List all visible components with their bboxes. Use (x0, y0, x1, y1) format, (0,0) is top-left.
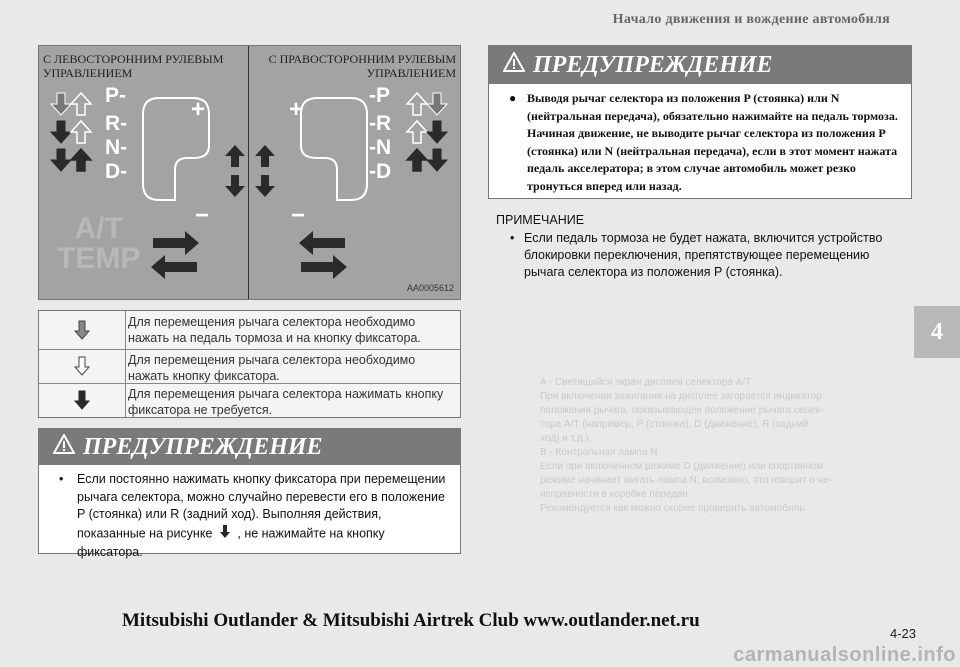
rhd-lateral-arrows (299, 231, 347, 279)
shift-pattern-figure (38, 45, 461, 300)
warning-header (39, 429, 460, 465)
legend-text: Для перемещения рычага селектора необходимо нажать кнопку фиксатора. (128, 353, 416, 383)
warning-triangle-icon (53, 434, 75, 461)
bullet: ● (509, 91, 517, 105)
lhd-gear-d: D- (105, 160, 128, 183)
lhd-gear-n: N- (105, 136, 128, 159)
shift-gate-drawing (39, 46, 460, 299)
warning-body (509, 90, 901, 195)
figure-ghost-label: A/T TEMP (57, 212, 141, 275)
bullet: • (510, 231, 515, 245)
outline-arrow-icon (39, 349, 126, 383)
lhd-arrows-inner (71, 93, 91, 171)
rhd-arrows-inner (407, 93, 427, 171)
legend-row (39, 349, 460, 384)
rhd-arrows-outer (427, 93, 447, 171)
chapter-tab: 4 (914, 306, 960, 358)
legend-text: Для перемещения рычага селектора необходимо нажать на педаль тормоза и на кнопку фиксатора. (128, 315, 421, 345)
warning-title: ПРЕДУПРЕЖДЕНИЕ (83, 433, 323, 460)
lhd-lateral-arrows (151, 231, 199, 279)
rhd-label: С ПРАВОСТОРОННИМ РУЛЕВЫМ УПРАВЛЕНИЕМ (268, 52, 456, 80)
bullet: • (59, 472, 64, 486)
lhd-gear-p: P- (105, 84, 126, 107)
lhd-arrows-outer (51, 93, 71, 171)
lhd-minus: − (195, 202, 210, 229)
note-text: Если педаль тормоза не будет нажата, включится устройство блокировки переключения, препятствующее перемещению рычага селектора из положения P (стоянка). (524, 231, 883, 279)
figure-code: AA0005612 (406, 283, 454, 293)
note-body (510, 230, 902, 281)
rhd-gear-n: -N (369, 136, 392, 159)
rhd-plus: + (289, 96, 304, 123)
legend-text: Для перемещения рычага селектора нажимать кнопку фиксатора не требуется. (128, 387, 444, 417)
warning-body (59, 471, 449, 562)
rhd-gear-p: -P (369, 84, 390, 107)
lhd-label: С ЛЕВОСТОРОННИМ РУЛЕВЫМ УПРАВЛЕНИЕМ (43, 52, 224, 80)
page-number: 4-23 (889, 626, 916, 641)
legend-row (39, 311, 460, 350)
filled-arrow-icon (219, 524, 231, 545)
warning-text-end: , не нажимайте на кнопку фиксатора. (77, 526, 385, 559)
warning-box-brake (488, 45, 912, 199)
bleed-through-text: A - Светящийся экран дисплея селектора A/T При включении зажигания на дисплее загорается индикатор положения рычага, показывающее положение рычага селек- тора A/T (например, P (стоянка), D (движение), R (задний ход) и т.д.). B - Контрольная лампа N Если при включенном режиме D (движение) или спортивном режиме начинает мигать лампа N, возможно, это говорит о не- исправности в коробке передач. Рекомендуется как можно скорее проверить автомобиль. (540, 377, 833, 514)
rhd-gear-r: -R (369, 112, 392, 135)
warning-title: ПРЕДУПРЕЖДЕНИЕ (533, 51, 773, 78)
lhd-plus: + (191, 96, 206, 123)
arrow-legend-table (38, 310, 461, 418)
watermark: carmanualsonline.info (733, 644, 956, 666)
warning-text: Если постоянно нажимать кнопку фиксатора при перемещении рычага селектора, можно случайно перевести его в положение P (стоянка) или R (задний ход). Выполняя действия, показанные на рисунке (77, 472, 446, 541)
warning-text: Выводя рычаг селектора из положения P (стоянка) или N (нейтральная передача), обязательно нажимайте на педаль тормоза. Начиная движение, не выводите рычаг селектора из положения P (стоянка) или N (нейтральная передача), если в этот момент нажата педаль акселератора; в этом случае автомобиль может резко тронуться вперед или назад. (527, 91, 898, 193)
rhd-shift-gate (301, 98, 367, 200)
note-title: ПРИМЕЧАНИЕ (496, 213, 585, 227)
rhd-minus: − (291, 202, 306, 229)
warning-box-detent (38, 428, 461, 559)
running-header: Начало движения и вождение автомобиля (612, 12, 890, 27)
rhd-gear-d: -D (369, 160, 392, 183)
lhd-gear-r: R- (105, 112, 128, 135)
legend-row (39, 383, 460, 417)
warning-triangle-icon (503, 52, 525, 79)
warning-header (489, 46, 911, 84)
sport-mode-arrows (225, 145, 275, 197)
filled-arrow-icon (39, 383, 126, 417)
footer-club-text: Mitsubishi Outlander & Mitsubishi Airtrek Club www.outlander.net.ru (122, 610, 700, 631)
half-filled-arrow-icon (39, 311, 126, 349)
